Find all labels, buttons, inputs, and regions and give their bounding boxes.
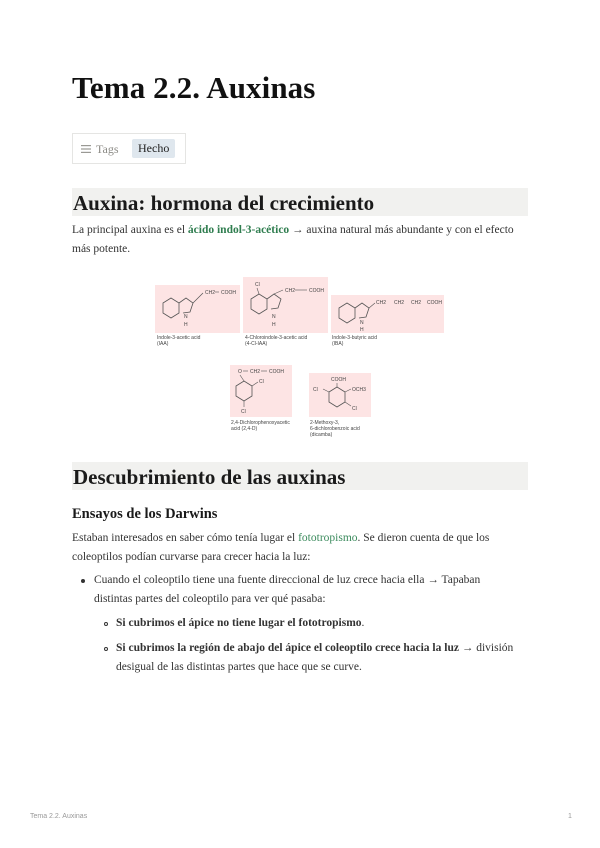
para-text-start: Estaban interesados en saber cómo tenía lugar el [72, 532, 299, 544]
group-label: O [238, 369, 242, 375]
caption-line: (dicamba) [310, 432, 333, 438]
caption-line: 2,4-Dichlorophenoxyacetic [231, 420, 290, 426]
intro-text-start: La principal auxina es el [72, 224, 188, 236]
subheading-darwins: Ensayos de los Darwins [72, 506, 218, 522]
group-label: CH2 [411, 300, 422, 306]
caption-line: (4-Cl-IAA) [245, 341, 268, 347]
caption-line: 6-dichlorobenzoic acid [310, 426, 360, 432]
molecule-iaa-caption [157, 335, 200, 347]
sub2-rest: → división desigual de las distintas partes que hace que se curve. [116, 642, 514, 673]
group-label: Cl [313, 387, 318, 393]
group-label: Cl [352, 406, 357, 412]
list-item-1: Cuando el coleoptilo tiene una fuente direccional de luz crece hacia ella → Tapaban distintas partes del coleoptilo para ver qué pasaba: [94, 574, 481, 605]
tags-label: Tags [96, 142, 119, 156]
molecule-iba-caption [332, 335, 377, 347]
bullet-disc [81, 579, 85, 583]
group-label: Cl [255, 282, 260, 288]
group-label: N [272, 314, 276, 320]
group-label: COOH [331, 377, 346, 383]
group-label: N [184, 314, 188, 320]
molecule-4cl-iaa-structure [243, 277, 328, 333]
intro-text-end: → auxina natural más abundante y con el efecto más potente. [72, 224, 514, 255]
sub1-bold: Si cubrimos el ápice no tiene lugar el fototropismo [116, 617, 362, 629]
list-item-1-1 [116, 614, 516, 633]
molecule-dicamba-caption [310, 420, 360, 438]
group-label: H [184, 322, 188, 328]
group-label: CH2 [250, 369, 261, 375]
group-label: CH2 [376, 300, 387, 306]
page-title: Tema 2.2. Auxinas [72, 70, 316, 105]
molecule-dicamba-structure [309, 373, 371, 417]
footer-title: Tema 2.2. Auxinas [30, 813, 88, 820]
group-label: Cl [241, 409, 246, 415]
group-label: H [360, 327, 364, 333]
group-label: CH2 [394, 300, 405, 306]
group-label: Cl [259, 379, 264, 385]
caption-line: Indole-3-butyric acid [332, 335, 378, 341]
list-item-1-2 [116, 639, 516, 677]
footer-page-number: 1 [568, 813, 572, 820]
section-heading-descubrimiento: Descubrimiento de las auxinas [72, 462, 528, 490]
molecule-iba-structure [331, 295, 444, 333]
sub1-end: . [361, 617, 365, 629]
molecule-24d-caption [231, 420, 290, 432]
group-label: CH2 [285, 288, 296, 294]
caption-line: 4-Chloroindole-3-acetic acid [245, 335, 308, 341]
darwins-paragraph [72, 529, 528, 567]
bullet-circle [104, 647, 108, 651]
list-icon [81, 145, 91, 153]
group-label: COOH [269, 369, 284, 375]
caption-line: Indole-3-acetic acid [157, 335, 201, 341]
group-label: H [272, 322, 276, 328]
sub2-bold: Si cubrimos la región de abajo del ápice el coleoptilo crece hacia la luz [116, 642, 459, 654]
intro-paragraph [72, 221, 528, 259]
group-label: OCH3 [352, 387, 366, 393]
bullet-circle [104, 622, 108, 626]
highlight-acido-indol: ácido indol-3-acético [187, 224, 290, 236]
group-label: COOH [427, 300, 442, 306]
para-text-end: . Se dieron cuenta de que los coleoptilos podían curvarse para crecer hacia la luz: [72, 532, 490, 563]
caption-line: 2-Methoxy-3, [310, 420, 340, 426]
section-heading-auxina: Auxina: hormona del crecimiento [72, 188, 528, 216]
properties-table [72, 133, 186, 164]
caption-line: acid (2,4-D) [231, 426, 258, 432]
molecule-4cl-iaa-caption [245, 335, 307, 347]
group-label: CH2 [205, 290, 216, 296]
caption-line: (IAA) [157, 341, 169, 347]
group-label: COOH [309, 288, 324, 294]
tag-hecho[interactable]: Hecho [132, 139, 175, 158]
group-label: COOH [221, 290, 236, 296]
fototropismo-link[interactable]: fototropismo [298, 532, 358, 544]
molecule-24d-structure [230, 365, 292, 417]
molecule-iaa-structure [155, 285, 240, 333]
caption-line: (IBA) [332, 341, 344, 347]
group-label: N [360, 320, 364, 326]
